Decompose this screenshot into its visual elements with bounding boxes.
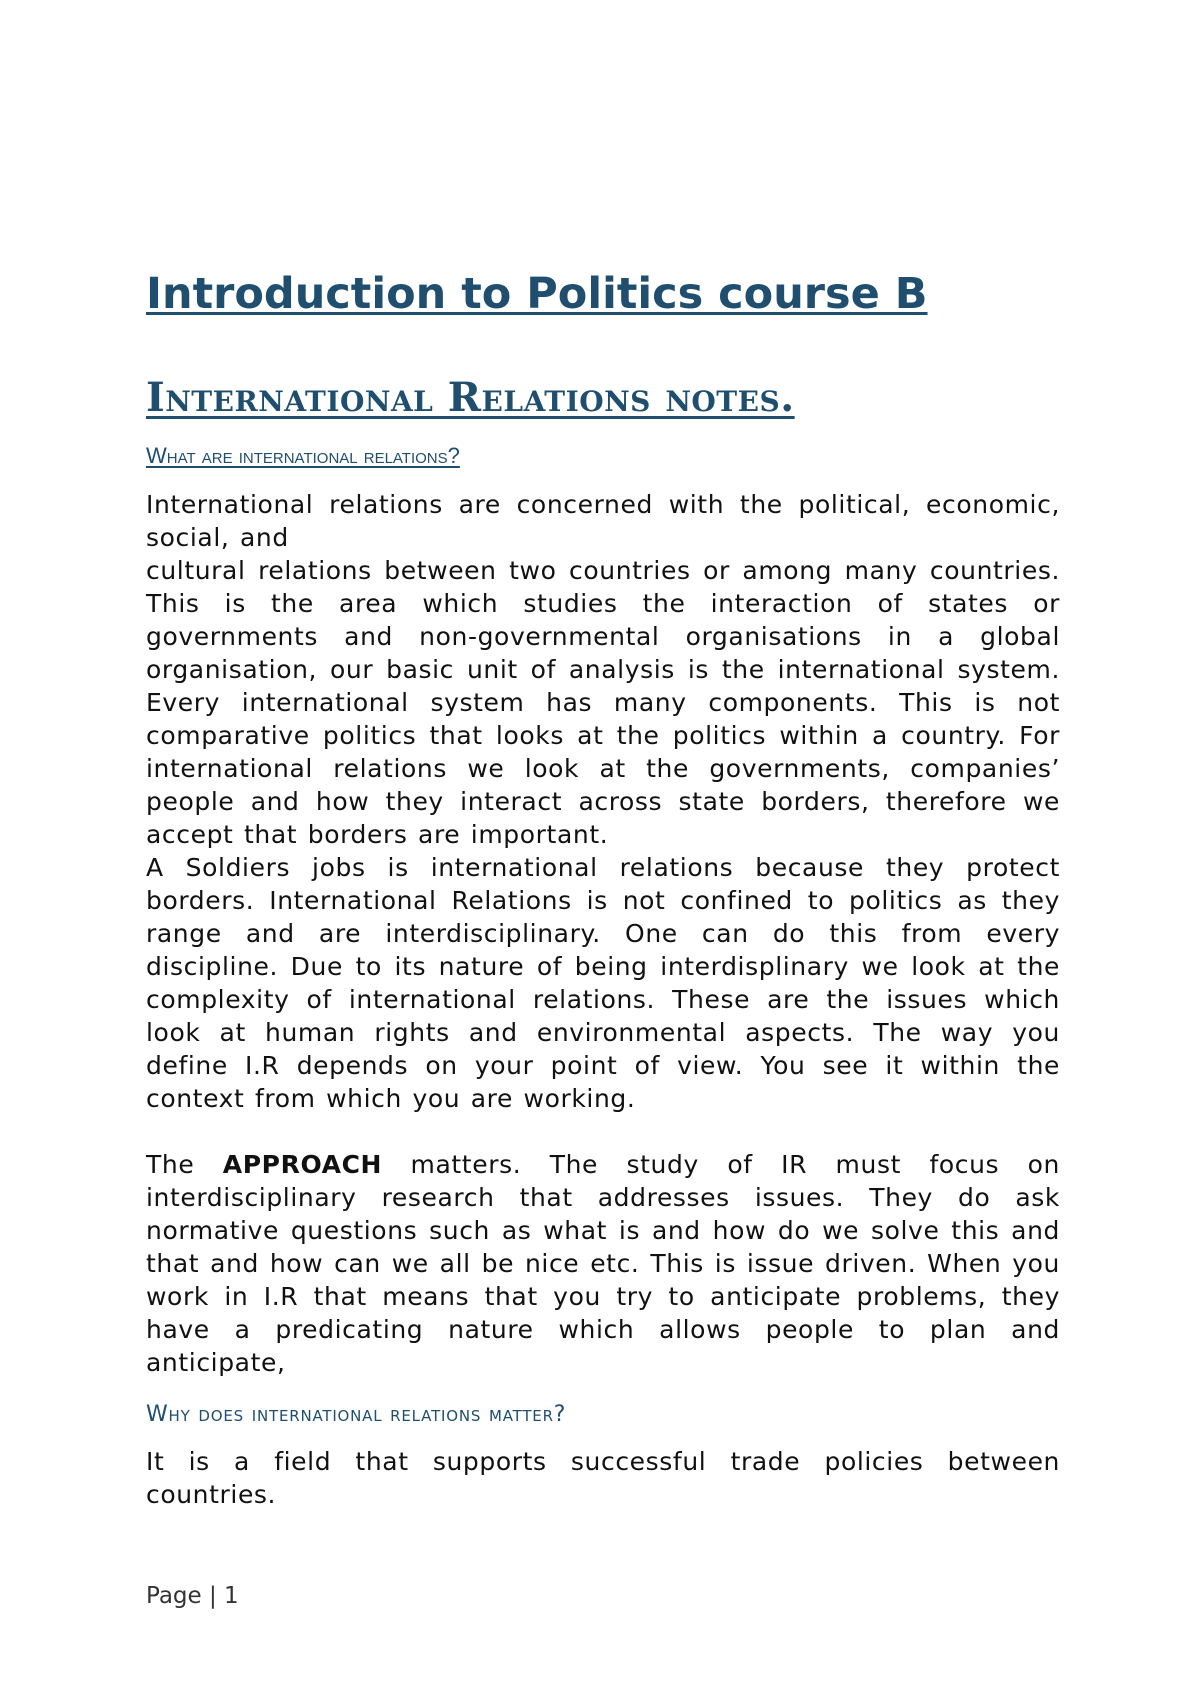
question-heading-2: Why does international relations matter? <box>146 1402 567 1427</box>
section-title: International Relations notes. <box>146 374 795 421</box>
paragraph-1: cultural relations between two countries or among many countries. This is the area which studies the interaction of states or governments and non-governmental organisations in a global organisation, our basic unit of analysis is the international system. Every international system has many components. This is not comparative politics that looks at the politics within a country. For international relations we look at the governments, companies’ people and how they interact across state borders, therefore we accept that borders are important. <box>146 556 1060 849</box>
paragraph-3-start: The <box>146 1150 223 1179</box>
question-heading-1: What are international relations? <box>146 443 460 468</box>
paragraph-4: It is a field that supports successful trade policies between countries. <box>146 1447 1060 1509</box>
document-body <box>146 268 1060 1511</box>
page-number: Page | 1 <box>146 1583 239 1609</box>
paragraph-1-line-1: International relations are concerned with the political, economic, social, and <box>146 490 1060 552</box>
paragraph-3 <box>146 1148 1060 1379</box>
paragraph-3-rest: matters. The study of IR must focus on interdisciplinary research that addresses issues. They do ask normative questions such as what is and how do we solve this and that and how can we all be nice etc. This is issue driven. When you work in I.R that means that you try to anticipate problems, they have a predicating nature which allows people to plan and anticipate, <box>146 1150 1061 1377</box>
approach-emphasis: APPROACH <box>222 1150 383 1179</box>
document-title: Introduction to Politics course B <box>146 269 928 319</box>
paragraph-2: A Soldiers jobs is international relations because they protect borders. International Relations is not confined to politics as they range and are interdisciplinary. One can do this from every discipline. Due to its nature of being interdisplinary we look at the complexity of international relations. These are the issues which look at human rights and environmental aspects. The way you define I.R depends on your point of view. You see it within the context from which you are working. <box>146 853 1060 1113</box>
